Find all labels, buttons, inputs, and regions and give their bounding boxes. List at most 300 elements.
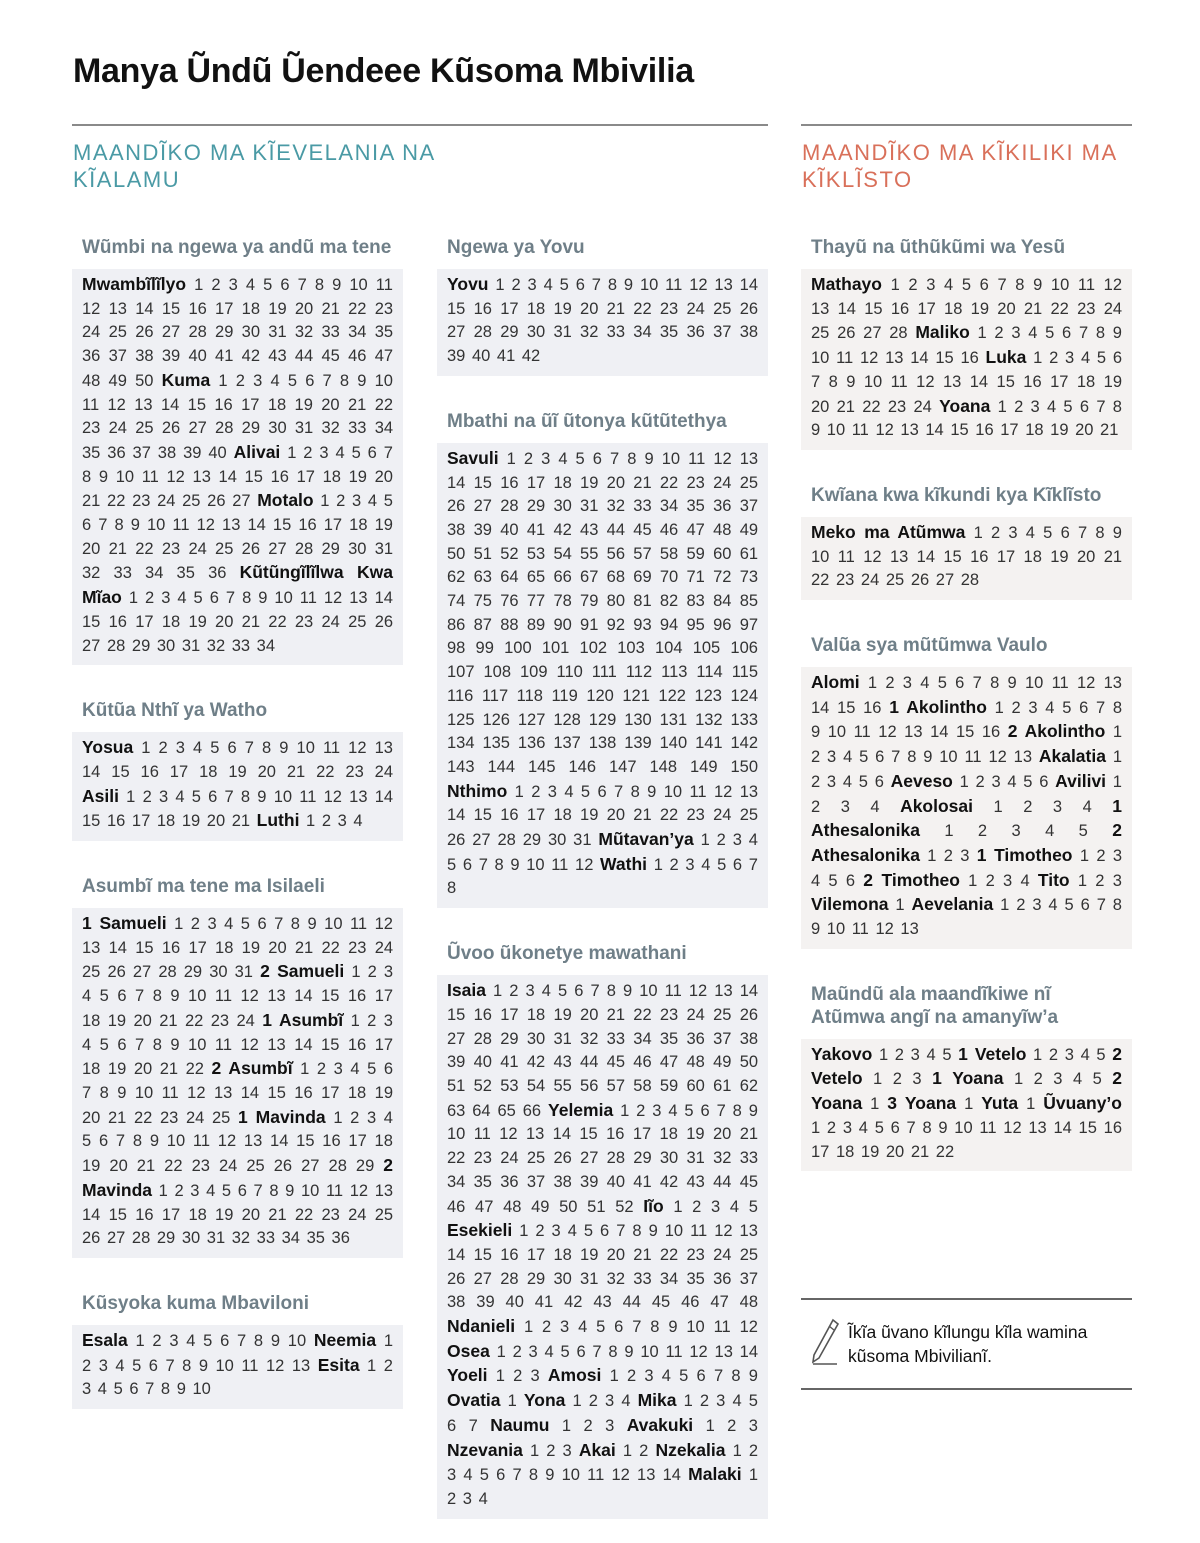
chapter-checkbox[interactable]: 27: [863, 324, 882, 343]
chapter-checkbox[interactable]: 4: [701, 855, 711, 874]
chapter-checkbox[interactable]: 8: [339, 371, 350, 390]
chapter-checkbox[interactable]: 32: [606, 497, 626, 516]
chapter-checkbox[interactable]: 2: [1023, 797, 1033, 816]
chapter-checkbox[interactable]: 25: [526, 1149, 546, 1168]
chapter-checkbox[interactable]: 4: [567, 1222, 577, 1241]
chapter-checkbox[interactable]: 60: [686, 1076, 705, 1095]
chapter-checkbox[interactable]: 7: [115, 1132, 126, 1151]
chapter-checkbox[interactable]: 26: [447, 497, 466, 516]
chapter-checkbox[interactable]: 12: [323, 787, 342, 806]
chapter-checkbox[interactable]: 4: [944, 276, 954, 294]
chapter-checkbox[interactable]: 20: [206, 812, 226, 831]
chapter-checkbox[interactable]: 4: [350, 1060, 360, 1079]
chapter-checkbox[interactable]: 145: [528, 757, 556, 776]
chapter-checkbox[interactable]: 16: [322, 1132, 341, 1151]
chapter-checkbox[interactable]: 6: [979, 276, 989, 294]
chapter-checkbox[interactable]: 7: [478, 855, 488, 874]
chapter-checkbox[interactable]: 1: [572, 1392, 582, 1411]
chapter-checkbox[interactable]: 7: [383, 443, 393, 462]
chapter-checkbox[interactable]: 2: [336, 492, 346, 511]
chapter-checkbox[interactable]: 4: [1025, 523, 1035, 542]
chapter-checkbox[interactable]: 16: [970, 547, 989, 566]
chapter-checkbox[interactable]: 24: [321, 612, 340, 631]
chapter-checkbox[interactable]: 111: [591, 663, 617, 682]
chapter-checkbox[interactable]: 19: [1050, 547, 1069, 566]
chapter-checkbox[interactable]: 33: [739, 1149, 759, 1168]
chapter-checkbox[interactable]: 2: [639, 1441, 649, 1460]
chapter-checkbox[interactable]: 9: [198, 1356, 208, 1375]
chapter-checkbox[interactable]: 6: [129, 1380, 139, 1399]
chapter-checkbox[interactable]: 144: [487, 757, 516, 776]
chapter-checkbox[interactable]: 5: [263, 276, 273, 294]
chapter-checkbox[interactable]: 13: [942, 372, 962, 391]
chapter-checkbox[interactable]: 1: [653, 855, 663, 874]
chapter-checkbox[interactable]: 6: [1062, 324, 1072, 343]
chapter-checkbox[interactable]: 19: [553, 299, 572, 318]
chapter-checkbox[interactable]: 12: [713, 782, 733, 801]
chapter-checkbox[interactable]: 83: [686, 592, 705, 611]
chapter-checkbox[interactable]: 18: [553, 806, 572, 825]
chapter-checkbox[interactable]: 4: [463, 1466, 473, 1485]
chapter-checkbox[interactable]: 4: [811, 871, 821, 890]
chapter-checkbox[interactable]: 1: [351, 963, 361, 982]
chapter-checkbox[interactable]: 2: [1095, 871, 1105, 890]
chapter-checkbox[interactable]: 2: [1016, 896, 1026, 915]
chapter-checkbox[interactable]: 27: [188, 419, 207, 438]
chapter-checkbox[interactable]: 1: [673, 1197, 683, 1216]
chapter-checkbox[interactable]: 37: [713, 323, 732, 342]
chapter-checkbox[interactable]: 24: [374, 938, 394, 957]
chapter-checkbox[interactable]: 10: [166, 1132, 186, 1151]
chapter-checkbox[interactable]: 12: [713, 449, 732, 468]
chapter-checkbox[interactable]: 2: [158, 739, 168, 758]
chapter-checkbox[interactable]: 45: [321, 347, 340, 366]
chapter-checkbox[interactable]: 24: [713, 1245, 732, 1264]
chapter-checkbox[interactable]: 5: [210, 739, 220, 758]
chapter-checkbox[interactable]: 33: [606, 323, 626, 342]
chapter-checkbox[interactable]: 9: [623, 276, 634, 294]
chapter-checkbox[interactable]: 3: [605, 1416, 615, 1435]
chapter-checkbox[interactable]: 15: [244, 467, 263, 486]
chapter-checkbox[interactable]: 74: [447, 592, 466, 611]
chapter-checkbox[interactable]: 13: [1028, 1118, 1047, 1137]
chapter-checkbox[interactable]: 9: [170, 1035, 180, 1054]
chapter-checkbox[interactable]: 15: [447, 1005, 466, 1024]
chapter-checkbox[interactable]: 11: [141, 467, 159, 486]
chapter-checkbox[interactable]: 17: [321, 1083, 340, 1102]
chapter-checkbox[interactable]: 2: [512, 1342, 522, 1361]
chapter-checkbox[interactable]: 4: [1045, 698, 1055, 717]
chapter-checkbox[interactable]: 15: [272, 516, 292, 535]
chapter-checkbox[interactable]: 20: [294, 299, 314, 318]
chapter-checkbox[interactable]: 2: [811, 748, 821, 767]
chapter-checkbox[interactable]: 5: [193, 589, 203, 608]
chapter-checkbox[interactable]: 20: [257, 762, 276, 781]
chapter-checkbox[interactable]: 11: [587, 1466, 605, 1485]
chapter-checkbox[interactable]: 149: [690, 757, 718, 776]
chapter-checkbox[interactable]: 1: [519, 1222, 529, 1241]
chapter-checkbox[interactable]: 39: [161, 347, 181, 366]
chapter-checkbox[interactable]: 17: [811, 1142, 830, 1161]
chapter-checkbox[interactable]: 44: [580, 1053, 599, 1072]
chapter-checkbox[interactable]: 9: [357, 371, 367, 390]
chapter-checkbox[interactable]: 3: [352, 492, 362, 511]
chapter-checkbox[interactable]: 2: [383, 1356, 393, 1375]
chapter-checkbox[interactable]: 11: [172, 516, 190, 535]
chapter-checkbox[interactable]: 57: [606, 1076, 626, 1095]
chapter-checkbox[interactable]: 4: [193, 739, 203, 758]
chapter-checkbox[interactable]: 8: [650, 1318, 660, 1337]
chapter-checkbox[interactable]: 11: [688, 449, 706, 468]
chapter-checkbox[interactable]: 69: [633, 568, 652, 587]
chapter-checkbox[interactable]: 36: [686, 323, 705, 342]
chapter-checkbox[interactable]: 14: [969, 372, 989, 391]
chapter-checkbox[interactable]: 1: [320, 492, 330, 511]
chapter-checkbox[interactable]: 10: [188, 1035, 207, 1054]
chapter-checkbox[interactable]: 7: [297, 276, 307, 294]
chapter-checkbox[interactable]: 8: [114, 516, 124, 535]
chapter-checkbox[interactable]: 10: [300, 1181, 320, 1200]
chapter-checkbox[interactable]: 100: [504, 639, 532, 658]
chapter-checkbox[interactable]: 13: [900, 920, 919, 939]
chapter-checkbox[interactable]: 5: [479, 1466, 489, 1485]
chapter-checkbox[interactable]: 19: [860, 1142, 880, 1161]
chapter-checkbox[interactable]: 7: [237, 1331, 247, 1350]
chapter-checkbox[interactable]: 8: [253, 1331, 264, 1350]
chapter-checkbox[interactable]: 3: [98, 1356, 108, 1375]
chapter-checkbox[interactable]: 95: [686, 615, 705, 634]
chapter-checkbox[interactable]: 19: [580, 473, 599, 492]
chapter-checkbox[interactable]: 1: [700, 831, 710, 850]
chapter-checkbox[interactable]: 46: [348, 347, 367, 366]
chapter-checkbox[interactable]: 134: [447, 734, 475, 753]
chapter-checkbox[interactable]: 6: [1079, 698, 1089, 717]
chapter-checkbox[interactable]: 67: [580, 568, 599, 587]
chapter-checkbox[interactable]: 13: [904, 723, 923, 742]
chapter-checkbox[interactable]: 24: [913, 397, 932, 416]
chapter-checkbox[interactable]: 5: [560, 1342, 570, 1361]
chapter-checkbox[interactable]: 16: [108, 612, 127, 631]
chapter-checkbox[interactable]: 16: [500, 806, 519, 825]
chapter-checkbox[interactable]: 6: [117, 1035, 127, 1054]
chapter-checkbox[interactable]: 18: [1025, 421, 1044, 440]
chapter-checkbox[interactable]: 29: [215, 323, 234, 342]
chapter-checkbox[interactable]: 18: [526, 1005, 546, 1024]
chapter-checkbox[interactable]: 51: [587, 1197, 606, 1216]
chapter-checkbox[interactable]: 24: [713, 473, 732, 492]
chapter-checkbox[interactable]: 33: [256, 1229, 276, 1248]
chapter-checkbox[interactable]: 14: [930, 723, 949, 742]
chapter-checkbox[interactable]: 26: [161, 419, 181, 438]
chapter-checkbox[interactable]: 31: [573, 831, 592, 850]
chapter-checkbox[interactable]: 65: [497, 1101, 516, 1120]
chapter-checkbox[interactable]: 32: [713, 1149, 732, 1168]
chapter-checkbox[interactable]: 2: [636, 1101, 646, 1120]
chapter-checkbox[interactable]: 87: [473, 615, 492, 634]
chapter-checkbox[interactable]: 16: [863, 698, 882, 717]
chapter-checkbox[interactable]: 10: [639, 982, 658, 1001]
chapter-checkbox[interactable]: 12: [217, 1132, 237, 1151]
chapter-checkbox[interactable]: 102: [579, 639, 608, 658]
chapter-checkbox[interactable]: 44: [622, 1293, 641, 1312]
chapter-checkbox[interactable]: 68: [606, 568, 626, 587]
chapter-checkbox[interactable]: 13: [714, 982, 733, 1001]
chapter-checkbox[interactable]: 11: [689, 782, 707, 801]
chapter-checkbox[interactable]: 1: [878, 1045, 889, 1064]
chapter-checkbox[interactable]: 14: [247, 516, 266, 535]
chapter-checkbox[interactable]: 24: [188, 539, 207, 558]
chapter-checkbox[interactable]: 3: [530, 1367, 540, 1386]
chapter-checkbox[interactable]: 5: [583, 1222, 594, 1241]
chapter-checkbox[interactable]: 3: [190, 1181, 200, 1200]
chapter-checkbox[interactable]: 5: [828, 871, 838, 890]
chapter-checkbox[interactable]: 13: [885, 349, 904, 368]
chapter-checkbox[interactable]: 1: [135, 1331, 145, 1350]
chapter-checkbox[interactable]: 4: [1072, 1070, 1083, 1089]
chapter-checkbox[interactable]: 14: [552, 1125, 572, 1144]
chapter-checkbox[interactable]: 14: [294, 1035, 313, 1054]
chapter-checkbox[interactable]: 1: [495, 276, 505, 294]
chapter-checkbox[interactable]: 8: [1095, 324, 1106, 343]
chapter-checkbox[interactable]: 25: [215, 539, 234, 558]
chapter-checkbox[interactable]: 3: [560, 1318, 570, 1337]
chapter-checkbox[interactable]: 17: [161, 1205, 181, 1224]
chapter-checkbox[interactable]: 121: [622, 686, 650, 705]
chapter-checkbox[interactable]: 3: [1003, 871, 1013, 890]
chapter-checkbox[interactable]: 112: [625, 663, 653, 682]
chapter-checkbox[interactable]: 4: [353, 812, 363, 831]
chapter-checkbox[interactable]: 9: [811, 920, 821, 939]
chapter-checkbox[interactable]: 13: [222, 516, 241, 535]
chapter-checkbox[interactable]: 44: [294, 347, 314, 366]
chapter-checkbox[interactable]: 12: [166, 467, 185, 486]
chapter-checkbox[interactable]: 17: [323, 516, 343, 535]
chapter-checkbox[interactable]: 9: [510, 855, 520, 874]
chapter-checkbox[interactable]: 7: [748, 855, 758, 874]
chapter-checkbox[interactable]: 21: [633, 806, 652, 825]
chapter-checkbox[interactable]: 14: [218, 467, 237, 486]
chapter-checkbox[interactable]: 45: [633, 520, 652, 539]
chapter-checkbox[interactable]: 16: [890, 299, 910, 318]
chapter-checkbox[interactable]: 4: [748, 831, 758, 850]
chapter-checkbox[interactable]: 5: [874, 1118, 884, 1137]
chapter-checkbox[interactable]: 10: [374, 371, 393, 390]
chapter-checkbox[interactable]: 26: [273, 1157, 293, 1176]
chapter-checkbox[interactable]: 2: [541, 1318, 552, 1337]
chapter-checkbox[interactable]: 5: [1043, 523, 1053, 542]
chapter-checkbox[interactable]: 9: [748, 1367, 758, 1386]
chapter-checkbox[interactable]: 4: [175, 787, 185, 806]
chapter-checkbox[interactable]: 18: [1023, 547, 1042, 566]
chapter-checkbox[interactable]: 45: [606, 1053, 626, 1072]
chapter-checkbox[interactable]: 38: [739, 1029, 759, 1048]
chapter-checkbox[interactable]: 62: [739, 1076, 759, 1095]
chapter-checkbox[interactable]: 1: [367, 1356, 377, 1375]
chapter-checkbox[interactable]: 13: [267, 1035, 286, 1054]
chapter-checkbox[interactable]: 4: [367, 492, 378, 511]
chapter-checkbox[interactable]: 116: [447, 686, 474, 705]
chapter-checkbox[interactable]: 22: [134, 1108, 153, 1127]
chapter-checkbox[interactable]: 36: [713, 497, 732, 516]
chapter-checkbox[interactable]: 3: [685, 855, 695, 874]
chapter-checkbox[interactable]: 3: [842, 1118, 853, 1137]
chapter-checkbox[interactable]: 4: [858, 1118, 868, 1137]
chapter-checkbox[interactable]: 29: [321, 539, 340, 558]
chapter-checkbox[interactable]: 18: [374, 1132, 393, 1151]
chapter-checkbox[interactable]: 17: [348, 1132, 367, 1151]
chapter-checkbox[interactable]: 91: [580, 615, 599, 634]
chapter-checkbox[interactable]: 3: [1112, 871, 1122, 890]
chapter-checkbox[interactable]: 6: [732, 855, 743, 874]
chapter-checkbox[interactable]: 5: [113, 1380, 123, 1399]
chapter-checkbox[interactable]: 9: [748, 1101, 758, 1120]
chapter-checkbox[interactable]: 10: [954, 1118, 973, 1137]
chapter-checkbox[interactable]: 11: [853, 723, 871, 742]
chapter-checkbox[interactable]: 4: [82, 1035, 92, 1054]
chapter-checkbox[interactable]: 19: [1050, 421, 1069, 440]
chapter-checkbox[interactable]: 4: [843, 748, 853, 767]
chapter-checkbox[interactable]: 60: [713, 544, 732, 563]
chapter-checkbox[interactable]: 4: [1080, 1045, 1090, 1064]
chapter-checkbox[interactable]: 49: [739, 520, 759, 539]
chapter-checkbox[interactable]: 10: [215, 1356, 234, 1375]
chapter-checkbox[interactable]: 16: [606, 1125, 625, 1144]
chapter-checkbox[interactable]: 19: [107, 1060, 127, 1079]
chapter-checkbox[interactable]: 9: [811, 421, 821, 440]
chapter-checkbox[interactable]: 8: [240, 787, 251, 806]
chapter-checkbox[interactable]: 33: [113, 564, 132, 583]
chapter-checkbox[interactable]: 8: [160, 1380, 171, 1399]
chapter-checkbox[interactable]: 13: [192, 467, 211, 486]
chapter-checkbox[interactable]: 36: [208, 564, 227, 583]
chapter-checkbox[interactable]: 3: [1032, 896, 1042, 915]
chapter-checkbox[interactable]: 1: [128, 589, 139, 608]
chapter-checkbox[interactable]: 20: [133, 1060, 153, 1079]
chapter-checkbox[interactable]: 19: [374, 1083, 393, 1102]
chapter-checkbox[interactable]: 5: [1062, 698, 1072, 717]
chapter-checkbox[interactable]: 22: [185, 1011, 204, 1030]
chapter-checkbox[interactable]: 28: [188, 323, 207, 342]
chapter-checkbox[interactable]: 12: [349, 1181, 369, 1200]
chapter-checkbox[interactable]: 19: [268, 299, 287, 318]
chapter-checkbox[interactable]: 25: [374, 1205, 394, 1224]
chapter-checkbox[interactable]: 5: [748, 1197, 758, 1216]
chapter-checkbox[interactable]: 7: [972, 674, 982, 693]
chapter-checkbox[interactable]: 4: [177, 589, 187, 608]
chapter-checkbox[interactable]: 1: [620, 1101, 630, 1120]
chapter-checkbox[interactable]: 3: [366, 1108, 377, 1127]
chapter-checkbox[interactable]: 20: [811, 397, 830, 416]
chapter-checkbox[interactable]: 32: [294, 323, 314, 342]
chapter-checkbox[interactable]: 3: [175, 739, 185, 758]
chapter-checkbox[interactable]: 7: [224, 787, 234, 806]
chapter-checkbox[interactable]: 11: [241, 1356, 259, 1375]
chapter-checkbox[interactable]: 2: [811, 797, 821, 816]
chapter-checkbox[interactable]: 10: [639, 276, 659, 294]
chapter-checkbox[interactable]: 10: [939, 748, 958, 767]
chapter-checkbox[interactable]: 142: [730, 734, 759, 753]
chapter-checkbox[interactable]: 11: [837, 547, 855, 566]
chapter-checkbox[interactable]: 4: [186, 1331, 196, 1350]
chapter-checkbox[interactable]: 3: [169, 1331, 179, 1350]
chapter-checkbox[interactable]: 16: [294, 1083, 313, 1102]
chapter-checkbox[interactable]: 7: [253, 1181, 263, 1200]
chapter-checkbox[interactable]: 13: [739, 782, 759, 801]
chapter-checkbox[interactable]: 10: [324, 915, 343, 934]
chapter-checkbox[interactable]: 10: [447, 1125, 466, 1144]
chapter-checkbox[interactable]: 34: [447, 1172, 466, 1191]
chapter-checkbox[interactable]: 21: [268, 1205, 287, 1224]
chapter-checkbox[interactable]: 7: [225, 589, 236, 608]
chapter-checkbox[interactable]: 28: [328, 1157, 347, 1176]
chapter-checkbox[interactable]: 23: [887, 397, 907, 416]
chapter-checkbox[interactable]: 9: [623, 982, 633, 1001]
chapter-checkbox[interactable]: 21: [159, 1060, 179, 1079]
chapter-checkbox[interactable]: 18: [526, 299, 546, 318]
chapter-checkbox[interactable]: 5: [942, 1045, 952, 1064]
chapter-checkbox[interactable]: 15: [837, 698, 856, 717]
chapter-checkbox[interactable]: 6: [576, 1342, 586, 1361]
chapter-checkbox[interactable]: 3: [716, 1392, 726, 1411]
chapter-checkbox[interactable]: 9: [647, 782, 657, 801]
chapter-checkbox[interactable]: 5: [961, 276, 972, 294]
chapter-checkbox[interactable]: 9: [624, 1342, 634, 1361]
chapter-checkbox[interactable]: 42: [241, 347, 261, 366]
chapter-checkbox[interactable]: 4: [245, 276, 256, 294]
chapter-checkbox[interactable]: 14: [374, 787, 394, 806]
chapter-checkbox[interactable]: 36: [331, 1229, 350, 1248]
chapter-checkbox[interactable]: 2: [626, 1367, 637, 1386]
chapter-checkbox[interactable]: 2: [350, 1108, 360, 1127]
chapter-checkbox[interactable]: 11: [322, 739, 341, 758]
chapter-checkbox[interactable]: 14: [739, 1342, 759, 1361]
chapter-checkbox[interactable]: 143: [447, 757, 475, 776]
chapter-checkbox[interactable]: 12: [499, 1125, 518, 1144]
chapter-checkbox[interactable]: 32: [206, 636, 226, 655]
chapter-checkbox[interactable]: 6: [462, 855, 473, 874]
chapter-checkbox[interactable]: 34: [348, 323, 367, 342]
chapter-checkbox[interactable]: 56: [580, 1076, 599, 1095]
chapter-checkbox[interactable]: 49: [713, 1053, 732, 1072]
chapter-checkbox[interactable]: 26: [739, 299, 759, 318]
chapter-checkbox[interactable]: 10: [296, 739, 315, 758]
chapter-checkbox[interactable]: 5: [596, 1318, 606, 1337]
chapter-checkbox[interactable]: 25: [246, 1157, 265, 1176]
chapter-checkbox[interactable]: 25: [739, 473, 759, 492]
chapter-checkbox[interactable]: 11: [1077, 276, 1096, 294]
chapter-checkbox[interactable]: 12: [875, 421, 894, 440]
chapter-checkbox[interactable]: 2: [583, 1416, 593, 1435]
chapter-checkbox[interactable]: 7: [716, 1101, 726, 1120]
chapter-checkbox[interactable]: 2: [985, 871, 995, 890]
chapter-checkbox[interactable]: 40: [471, 347, 491, 366]
chapter-checkbox[interactable]: 1: [890, 276, 900, 294]
chapter-checkbox[interactable]: 5: [447, 855, 457, 874]
chapter-checkbox[interactable]: 15: [950, 421, 969, 440]
chapter-checkbox[interactable]: 19: [181, 812, 201, 831]
chapter-checkbox[interactable]: 7: [997, 276, 1007, 294]
chapter-checkbox[interactable]: 70: [659, 568, 679, 587]
chapter-checkbox[interactable]: 88: [500, 615, 519, 634]
chapter-checkbox[interactable]: 1: [383, 1331, 394, 1350]
chapter-checkbox[interactable]: 5: [1096, 1045, 1106, 1064]
chapter-checkbox[interactable]: 31: [580, 1269, 599, 1288]
chapter-checkbox[interactable]: 13: [267, 987, 286, 1006]
chapter-checkbox[interactable]: 8: [922, 1118, 932, 1137]
chapter-checkbox[interactable]: 25: [108, 323, 127, 342]
chapter-checkbox[interactable]: 17: [526, 806, 546, 825]
chapter-checkbox[interactable]: 6: [700, 1101, 710, 1120]
